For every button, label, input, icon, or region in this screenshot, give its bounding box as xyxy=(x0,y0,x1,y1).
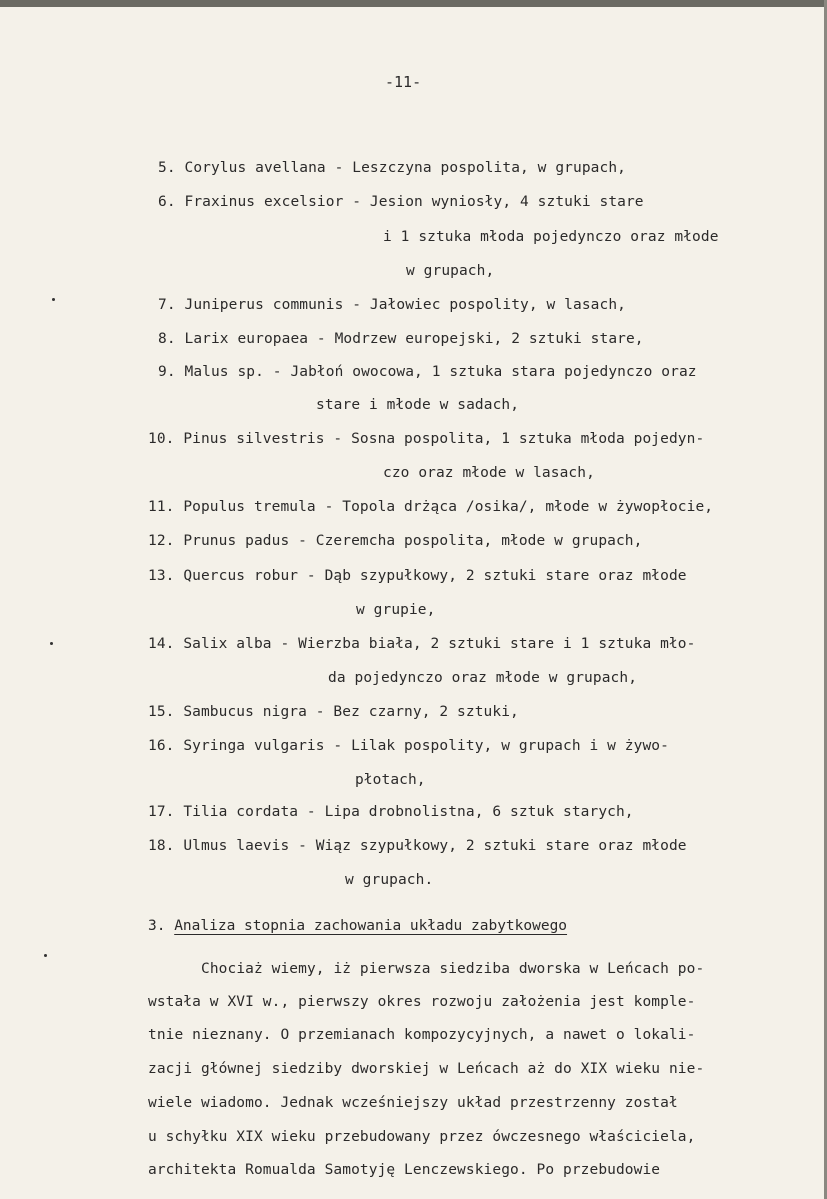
list-item-17: 17. Tilia cordata - Lipa drobnolistna, 6 sztuk starych, xyxy=(148,804,634,820)
list-item-5: 5. Corylus avellana - Leszczyna pospolita, w grupach, xyxy=(158,160,626,176)
scan-speck xyxy=(52,298,55,301)
section-heading xyxy=(148,918,567,934)
scan-speck xyxy=(44,954,47,957)
paragraph-line: tnie nieznany. O przemianach kompozycyjnych, a nawet o lokali- xyxy=(148,1027,696,1043)
list-item-6-cont: w grupach, xyxy=(406,263,495,279)
list-item-13: 13. Quercus robur - Dąb szypułkowy, 2 sztuki stare oraz młode xyxy=(148,568,687,584)
paragraph-line: wiele wiadomo. Jednak wcześniejszy układ przestrzenny został xyxy=(148,1095,678,1111)
page-number: -11- xyxy=(385,73,422,91)
section-number: 3. xyxy=(148,918,166,934)
list-item-6: 6. Fraxinus excelsior - Jesion wyniosły, 4 sztuki stare xyxy=(158,194,644,210)
list-item-10: 10. Pinus silvestris - Sosna pospolita, 1 sztuka młoda pojedyn- xyxy=(148,431,705,447)
list-item-13-cont: w grupie, xyxy=(356,602,436,618)
list-item-15: 15. Sambucus nigra - Bez czarny, 2 sztuki, xyxy=(148,704,519,720)
list-item-16-cont: płotach, xyxy=(355,772,426,788)
list-item-9: 9. Malus sp. - Jabłoń owocowa, 1 sztuka stara pojedynczo oraz xyxy=(158,364,697,380)
list-item-6-cont: i 1 sztuka młoda pojedynczo oraz młode xyxy=(383,229,719,245)
paragraph-line: u schyłku XIX wieku przebudowany przez ówczesnego właściciela, xyxy=(148,1129,696,1145)
list-item-14-cont: da pojedynczo oraz młode w grupach, xyxy=(328,670,638,686)
list-item-18: 18. Ulmus laevis - Wiąz szypułkowy, 2 sztuki stare oraz młode xyxy=(148,838,687,854)
scan-top-edge xyxy=(0,0,827,7)
section-title: Analiza stopnia zachowania układu zabytkowego xyxy=(174,918,568,934)
list-item-9-cont: stare i młode w sadach, xyxy=(316,397,520,413)
paragraph-line: Chociaż wiemy, iż pierwsza siedziba dworska w Leńcach po- xyxy=(201,961,705,977)
list-item-12: 12. Prunus padus - Czeremcha pospolita, młode w grupach, xyxy=(148,533,643,549)
list-item-8: 8. Larix europaea - Modrzew europejski, 2 sztuki stare, xyxy=(158,331,644,347)
list-item-14: 14. Salix alba - Wierzba biała, 2 sztuki stare i 1 sztuka mło- xyxy=(148,636,696,652)
list-item-7: 7. Juniperus communis - Jałowiec pospolity, w lasach, xyxy=(158,297,626,313)
list-item-18-cont: w grupach. xyxy=(345,872,434,888)
paragraph-line: architekta Romualda Samotyję Lenczewskiego. Po przebudowie xyxy=(148,1162,661,1178)
list-item-10-cont: czo oraz młode w lasach, xyxy=(383,465,595,481)
scan-speck xyxy=(50,642,53,645)
list-item-16: 16. Syringa vulgaris - Lilak pospolity, w grupach i w żywo- xyxy=(148,738,669,754)
list-item-11: 11. Populus tremula - Topola drżąca /osika/, młode w żywopłocie, xyxy=(148,499,714,515)
paragraph-line: zacji głównej siedziby dworskiej w Leńcach aż do XIX wieku nie- xyxy=(148,1061,705,1077)
paragraph-line: wstała w XVI w., pierwszy okres rozwoju założenia jest komple- xyxy=(148,994,696,1010)
